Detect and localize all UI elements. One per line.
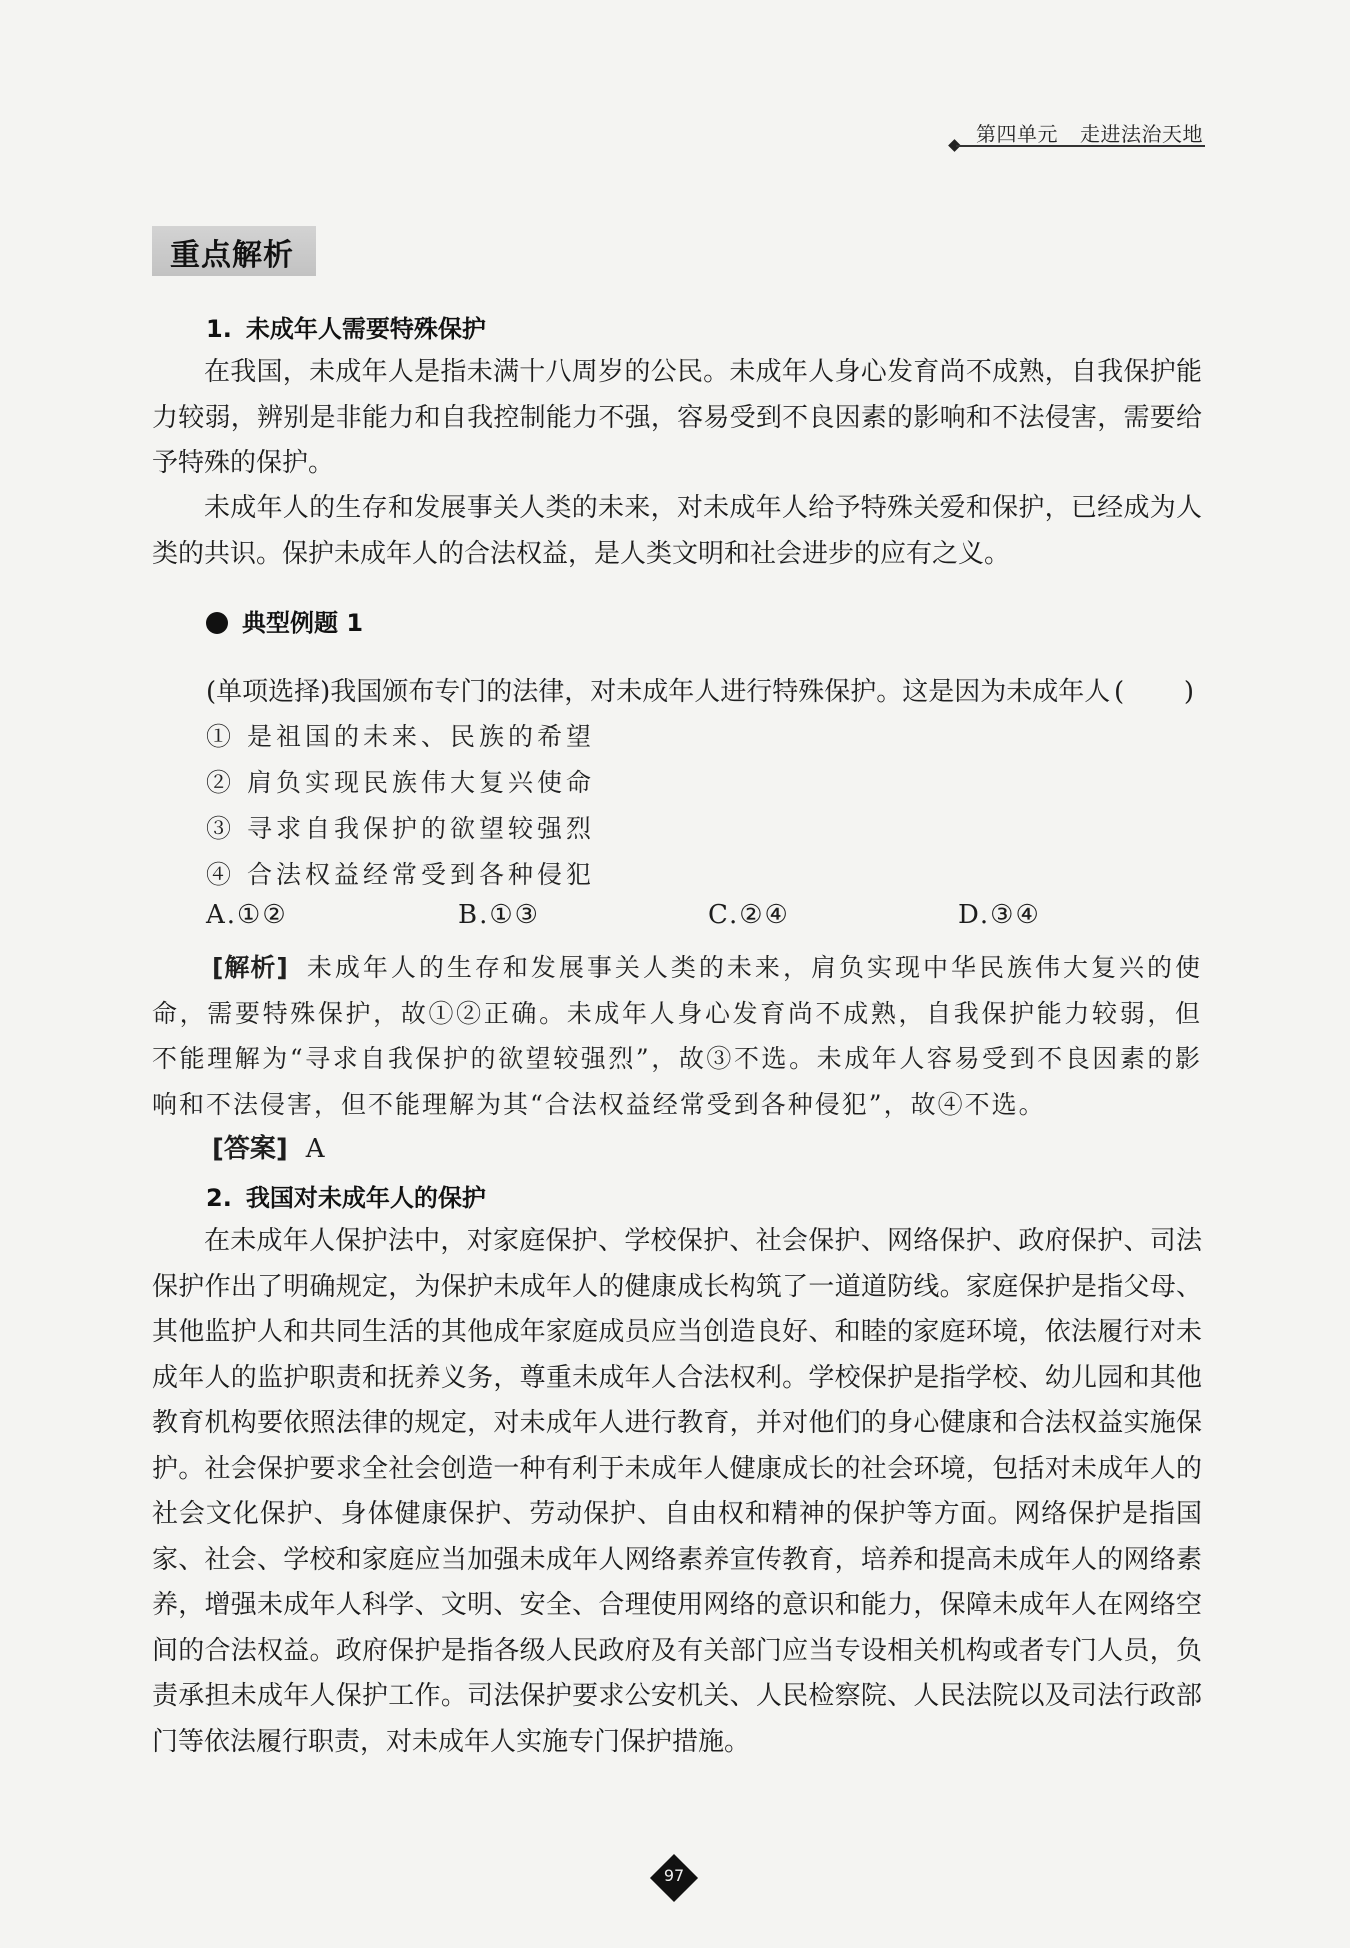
answer-choices	[206, 900, 1106, 940]
running-header	[960, 118, 1205, 148]
answer-value: A	[305, 1134, 325, 1164]
page-number	[651, 1855, 697, 1901]
option-1: ① 是祖国的未来、民族的希望	[206, 722, 595, 751]
answer-blank: ( )	[1114, 677, 1194, 707]
choice-d: D.③④	[958, 900, 1041, 930]
header-unit: 第四单元	[976, 122, 1058, 146]
header-topic: 走进法治天地	[1080, 122, 1203, 146]
section-1-heading	[206, 309, 486, 344]
bullet-icon	[206, 612, 228, 634]
choice-c: C.②④	[708, 900, 790, 930]
section-title: 重点解析	[170, 238, 294, 273]
section-2-heading	[206, 1178, 486, 1213]
section-1-paragraph-2: 未成年人的生存和发展事关人类的未来，对未成年人给予特殊关爱和保护，已经成为人类的共识。保护未成年人的合法权益，是人类文明和社会进步的应有之义。	[152, 493, 1202, 569]
option-4: ④ 合法权益经常受到各种侵犯	[206, 860, 595, 889]
section-1-number: 1.	[206, 315, 232, 343]
section-1-paragraph-1: 在我国，未成年人是指未满十八周岁的公民。未成年人身心发育尚不成熟，自我保护能力较弱，辨别是非能力和自我控制能力不强，容易受到不良因素的影响和不法侵害，需要给予特殊的保护。	[152, 357, 1202, 478]
example-title-text: 典型例题 1	[242, 609, 364, 637]
page-number-text: 97	[663, 1866, 685, 1885]
section-1-title: 未成年人需要特殊保护	[245, 315, 486, 343]
question-text: (单项选择)我国颁布专门的法律，对未成年人进行特殊保护。这是因为未成年人	[206, 677, 1111, 707]
choice-b: B.①③	[458, 900, 540, 930]
option-3: ③ 寻求自我保护的欲望较强烈	[206, 814, 595, 843]
section-2-title: 我国对未成年人的保护	[245, 1184, 486, 1212]
answer-label: [答案]	[212, 1134, 288, 1164]
section-2-paragraph: 在未成年人保护法中，对家庭保护、学校保护、社会保护、网络保护、政府保护、司法保护作出了明确规定，为保护未成年人的健康成长构筑了一道道防线。家庭保护是指父母、其他监护人和共同生活的其他成年家庭成员应当创造良好、和睦的家庭环境，依法履行对未成年人的监护职责和抚养义务，尊重未成年人合法权利。学校保护是指学校、幼儿园和其他教育机构要依照法律的规定，对未成年人进行教育，并对他们的身心健康和合法权益实施保护。社会保护要求全社会创造一种有利于未成年人健康成长的社会环境，包括对未成年人的社会文化保护、身体健康保护、劳动保护、自由权和精神的保护等方面。网络保护是指国家、社会、学校和家庭应当加强未成年人网络素养宣传教育，培养和提高未成年人的网络素养，增强未成年人科学、文明、安全、合理使用网络的意识和能力，保障未成年人在网络空间的合法权益。政府保护是指各级人民政府及有关部门应当专设相关机构或者专门人员，负责承担未成年人保护工作。司法保护要求公安机关、人民检察院、人民法院以及司法行政部门等依法履行职责，对未成年人实施专门保护措施。	[152, 1226, 1202, 1757]
section-banner	[152, 226, 316, 276]
analysis-text: 未成年人的生存和发展事关人类的未来，肩负实现中华民族伟大复兴的使命，需要特殊保护，故①②正确。未成年人身心发育尚不成熟，自我保护能力较弱，但不能理解为“寻求自我保护的欲望较强烈”，故③不选。未成年人容易受到不良因素的影响和不法侵害，但不能理解为其“合法权益经常受到各种侵犯”，故④不选。	[152, 953, 1202, 1119]
example-title	[206, 603, 363, 638]
analysis-label: [解析]	[212, 953, 288, 982]
choice-a: A.①②	[206, 900, 288, 930]
option-2: ② 肩负实现民族伟大复兴使命	[206, 768, 595, 797]
section-2-number: 2.	[206, 1184, 232, 1212]
question-stem	[206, 672, 1202, 712]
analysis	[152, 945, 1202, 1127]
answer	[212, 1128, 325, 1165]
